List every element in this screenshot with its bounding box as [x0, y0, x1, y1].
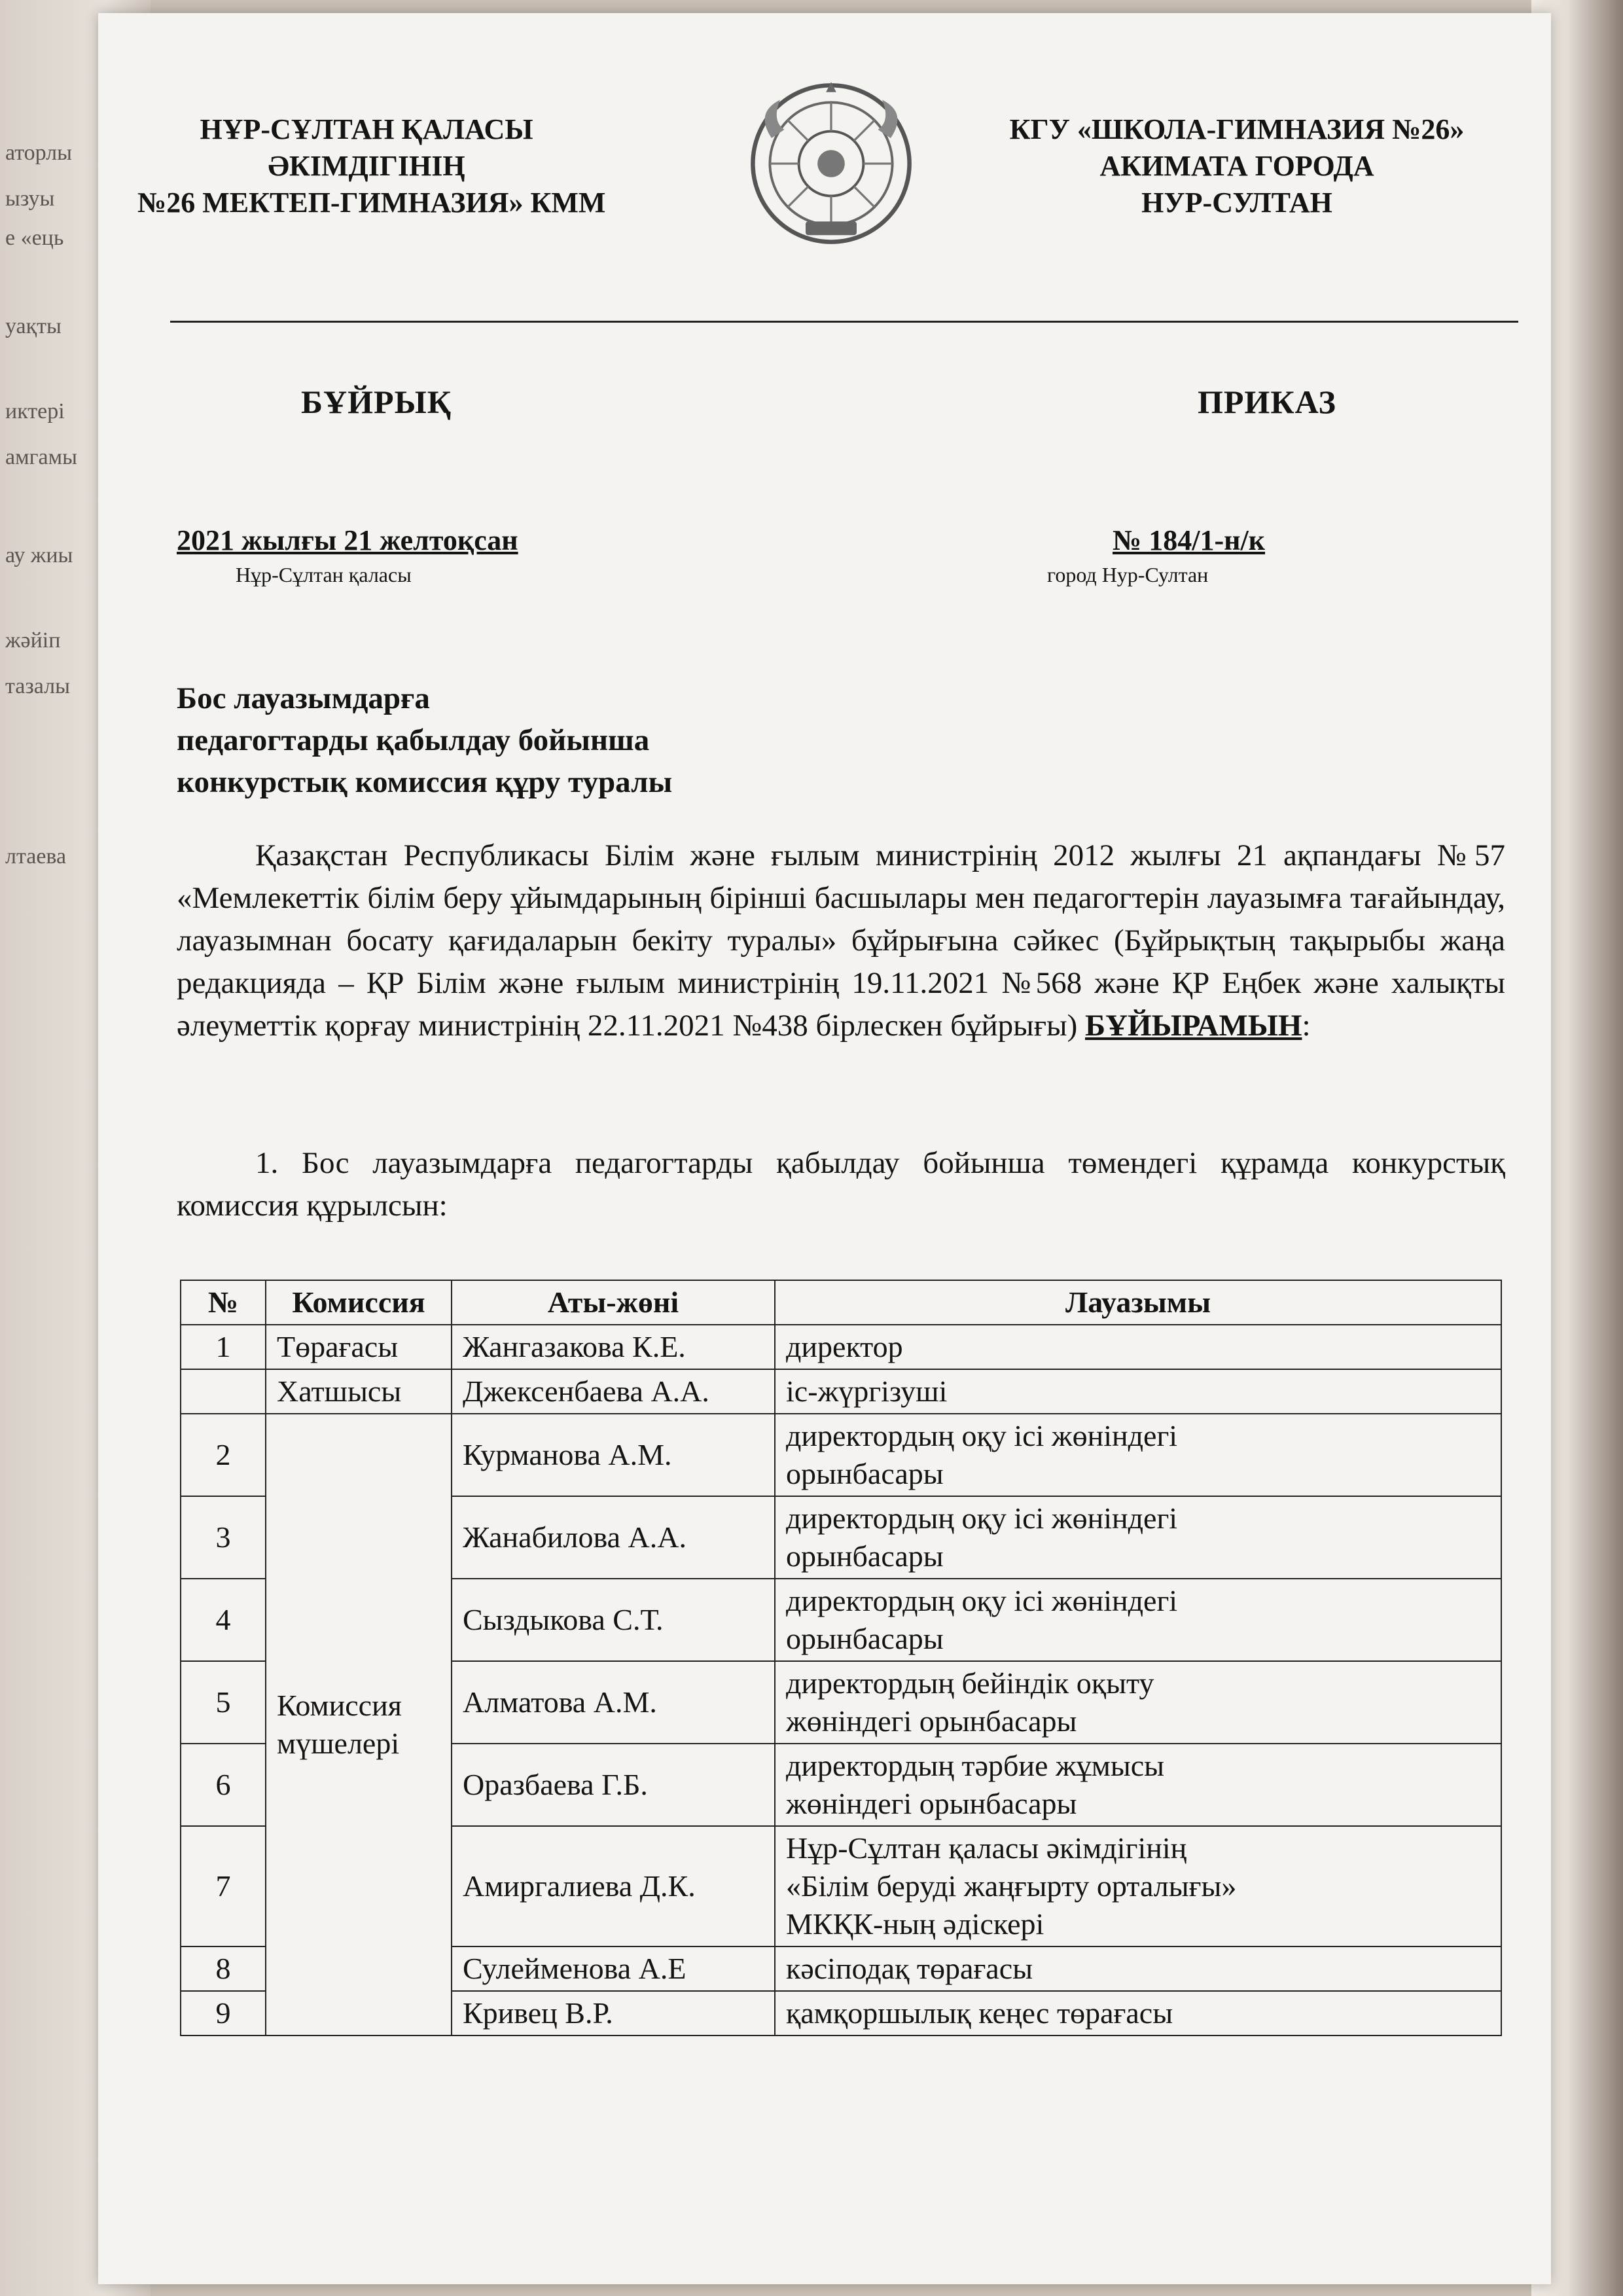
header-divider — [170, 321, 1518, 323]
member-position — [775, 1661, 1501, 1744]
order-city-kz: Нұр-Сұлтан қаласы — [236, 563, 412, 586]
position-line: жөніндегі орынбасары — [786, 1704, 1077, 1738]
member-name: Амиргалиева Д.К. — [452, 1826, 775, 1946]
table-header-row — [181, 1280, 1501, 1325]
member-position — [775, 1579, 1501, 1661]
row-number: 1 — [181, 1325, 266, 1369]
member-position — [775, 1369, 1501, 1414]
member-position — [775, 1744, 1501, 1826]
row-number: 9 — [181, 1991, 266, 2036]
column-header-name: Аты-жөні — [452, 1280, 775, 1325]
member-name: Сыздыкова С.Т. — [452, 1579, 775, 1661]
header-left-kz — [137, 111, 606, 221]
row-number: 2 — [181, 1414, 266, 1496]
position-line: Нұр-Сұлтан қаласы әкімдігінің — [786, 1831, 1187, 1865]
document-page — [98, 13, 1551, 2284]
margin-fragment: уақты — [5, 314, 62, 338]
position-line: орынбасары — [786, 1622, 944, 1655]
position-line: директордың оқу ісі жөніндегі — [786, 1501, 1178, 1535]
order-number: № 184/1-н/к — [1113, 524, 1266, 556]
member-name: Жангазакова К.Е. — [452, 1325, 775, 1369]
member-name: Кривец В.Р. — [452, 1991, 775, 2036]
member-position — [775, 1991, 1501, 2036]
member-name: Курманова А.М. — [452, 1414, 775, 1496]
margin-fragment: ызуы — [5, 187, 55, 211]
position-line: директор — [786, 1330, 903, 1363]
row-number: 7 — [181, 1826, 266, 1946]
position-line: кәсіподақ төрағасы — [786, 1952, 1033, 1985]
member-position — [775, 1826, 1501, 1946]
header-right-line: АКИМАТА ГОРОДА — [1099, 150, 1374, 182]
table-row — [181, 1325, 1501, 1369]
command-suffix: : — [1302, 1009, 1311, 1043]
kazakhstan-state-emblem-icon — [746, 79, 916, 249]
member-name: Джексенбаева А.А. — [452, 1369, 775, 1414]
header-right-ru — [962, 111, 1512, 221]
margin-fragment: жәйіп — [5, 628, 61, 653]
row-number: 4 — [181, 1579, 266, 1661]
order-title-ru: ПРИКАЗ — [1198, 384, 1336, 420]
margin-fragment: аторлы — [5, 141, 72, 165]
header-left-line: ӘКІМДІГІНІҢ — [268, 150, 465, 182]
position-line: қамқоршылық кеңес төрағасы — [786, 1996, 1173, 2030]
header-right-line: КГУ «ШКОЛА-ГИМНАЗИЯ №26» — [1009, 113, 1465, 145]
position-line: МКҚК-ның әдіскері — [786, 1907, 1044, 1941]
commission-role-chair: Төрағасы — [266, 1325, 452, 1369]
position-line: орынбасары — [786, 1539, 944, 1573]
position-line: іс-жүргізуші — [786, 1374, 948, 1408]
position-line: жөніндегі орынбасары — [786, 1787, 1077, 1820]
order-date: 2021 жылғы 21 желтоқсан — [177, 524, 518, 556]
position-line: директордың тәрбие жұмысы — [786, 1749, 1165, 1782]
preamble-text: Қазақстан Республикасы Білім және ғылым министрінің 2012 жылғы 21 ақпандағы №57 «Мемлекеттік білім беру ұйымдарының бірінші басшылары мен педагогтерін лауазымға тағайындау, лауазымнан босату қағидаларын бекіту туралы» бұйрығына сәйкес (Бұйрықтың тақырыбы жаңа редакцияда – ҚР Білім және ғылым министрінің 19.11.2021 №568 және ҚР Еңбек және халықты әлеуметтік қорғау министрінің 22.11.2021 №438 бірлескен бұйрығы) — [177, 838, 1505, 1043]
order-subject — [177, 677, 672, 803]
order-preamble — [177, 834, 1505, 1047]
commission-table — [180, 1280, 1502, 2036]
margin-fragment: иктері — [5, 399, 65, 423]
member-position — [775, 1414, 1501, 1496]
row-number — [181, 1369, 266, 1414]
member-name: Жанабилова А.А. — [452, 1496, 775, 1579]
order-title-kz: БҰЙРЫҚ — [301, 384, 452, 420]
order-point-1: 1. Бос лауазымдарға педагогтарды қабылдау бойынша төмендегі құрамда конкурстық комиссия құрылсын: — [177, 1146, 1505, 1223]
member-position — [775, 1946, 1501, 1991]
header-left-line: НҰР-СҰЛТАН ҚАЛАСЫ — [200, 113, 533, 145]
margin-fragment: е «ець — [5, 226, 64, 250]
member-position — [775, 1325, 1501, 1369]
margin-fragment: амгамы — [5, 445, 78, 469]
member-name: Сулейменова А.Е — [452, 1946, 775, 1991]
position-line: орынбасары — [786, 1457, 944, 1490]
position-line: «Білім беруді жаңғырту орталығы» — [786, 1869, 1237, 1903]
member-name: Оразбаева Г.Б. — [452, 1744, 775, 1826]
subject-line: конкурстық комиссия құру туралы — [177, 765, 673, 799]
row-number: 5 — [181, 1661, 266, 1744]
command-word: БҰЙЫРАМЫН — [1085, 1009, 1302, 1043]
table-row — [181, 1369, 1501, 1414]
order-city-ru: город Нур-Султан — [1047, 563, 1209, 586]
header-left-line: №26 МЕКТЕП-ГИМНАЗИЯ» КММ — [137, 187, 606, 219]
position-line: директордың оқу ісі жөніндегі — [786, 1419, 1178, 1452]
subject-line: педагогтарды қабылдау бойынша — [177, 723, 650, 757]
table-row — [181, 1414, 1501, 1496]
margin-fragment: тазалы — [5, 674, 70, 698]
row-number: 3 — [181, 1496, 266, 1579]
position-line: директордың бейіндік оқыту — [786, 1666, 1154, 1700]
row-number: 8 — [181, 1946, 266, 1991]
position-line: директордың оқу ісі жөніндегі — [786, 1584, 1178, 1617]
subject-line: Бос лауазымдарға — [177, 681, 430, 715]
member-position — [775, 1496, 1501, 1579]
margin-fragment: ау жиы — [5, 543, 73, 567]
member-name: Алматова А.М. — [452, 1661, 775, 1744]
commission-role-secretary: Хатшысы — [266, 1369, 452, 1414]
header-right-line: НУР-СУЛТАН — [1141, 187, 1332, 219]
column-header-position: Лауазымы — [775, 1280, 1501, 1325]
column-header-number: № — [181, 1280, 266, 1325]
column-header-commission: Комиссия — [266, 1280, 452, 1325]
row-number: 6 — [181, 1744, 266, 1826]
margin-fragment: лтаева — [5, 844, 67, 869]
commission-role-members: Комиссия мүшелері — [266, 1414, 452, 2036]
